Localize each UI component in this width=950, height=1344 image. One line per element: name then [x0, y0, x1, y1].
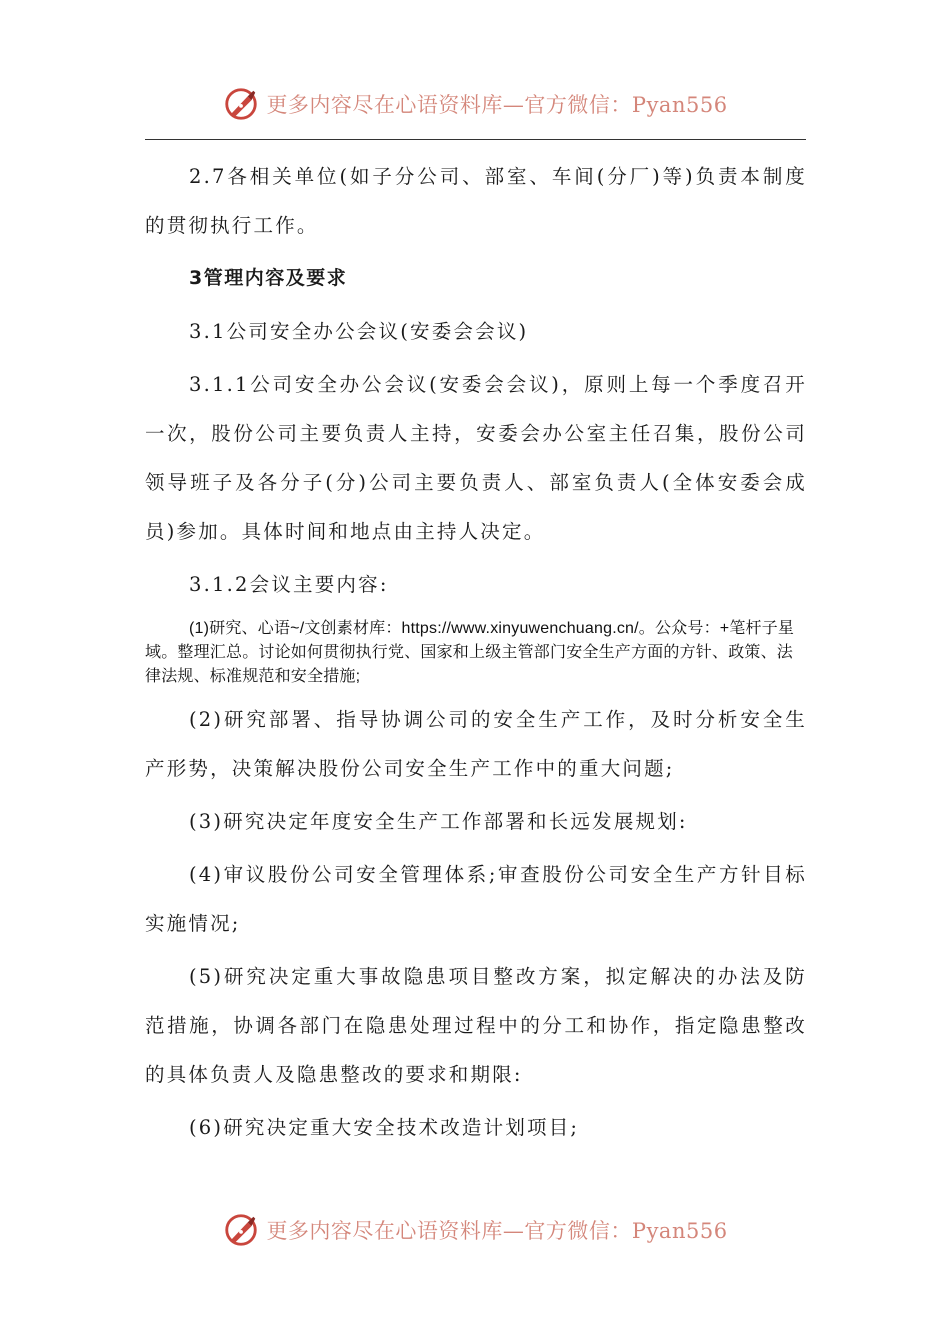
banner-text: 更多内容尽在心语资料库—官方微信：Pyan556 [266, 93, 728, 117]
paragraph: 3.1.1公司安全办公会议(安委会会议)，原则上每一个季度召开一次，股份公司主要负责人主持，安委会办公室主任召集，股份公司领导班子及各分子(分)公司主要负责人、部室负责人(全体安委会成员)参加。具体时间和地点由主持人决定。 [145, 373, 807, 543]
list-item: (4)审议股份公司安全管理体系;审查股份公司安全生产方针目标实施情况; [145, 863, 807, 935]
pen-nib-logo-icon [222, 1211, 260, 1249]
paragraph: 3.1.2会议主要内容: [189, 573, 389, 596]
list-item: (3)研究决定年度安全生产工作部署和长远发展规划: [189, 810, 688, 833]
pen-nib-logo-icon [222, 85, 260, 123]
list-item: (1)研究、心语~/文创素材库：https://www.xinyuwenchuang.cn/。公众号：+笔杆子星域。整理汇总。讨论如何贯彻执行党、国家和上级主管部门安全生产方面的方针、政策、法律法规、标准规范和安全措施; [145, 620, 795, 685]
list-item: (2)研究部署、指导协调公司的安全生产工作，及时分析安全生产形势，决策解决股份公司安全生产工作中的重大问题; [145, 708, 807, 780]
list-item: (5)研究决定重大事故隐患项目整改方案，拟定解决的办法及防范措施，协调各部门在隐患处理过程中的分工和协作，指定隐患整改的具体负责人及隐患整改的要求和期限: [145, 965, 807, 1086]
subsection-heading: 3.1公司安全办公会议(安委会会议) [189, 320, 529, 343]
footer-banner [0, 1206, 950, 1254]
section-heading: 3管理内容及要求 [189, 267, 348, 289]
banner-text: 更多内容尽在心语资料库—官方微信：Pyan556 [266, 1219, 728, 1243]
header-divider [145, 139, 806, 140]
paragraph: 2.7各相关单位(如子分公司、部室、车间(分厂)等)负责本制度的贯彻执行工作。 [145, 165, 807, 237]
list-item: (6)研究决定重大安全技术改造计划项目; [189, 1116, 580, 1139]
header-banner [0, 80, 950, 128]
document-body [145, 152, 807, 1156]
